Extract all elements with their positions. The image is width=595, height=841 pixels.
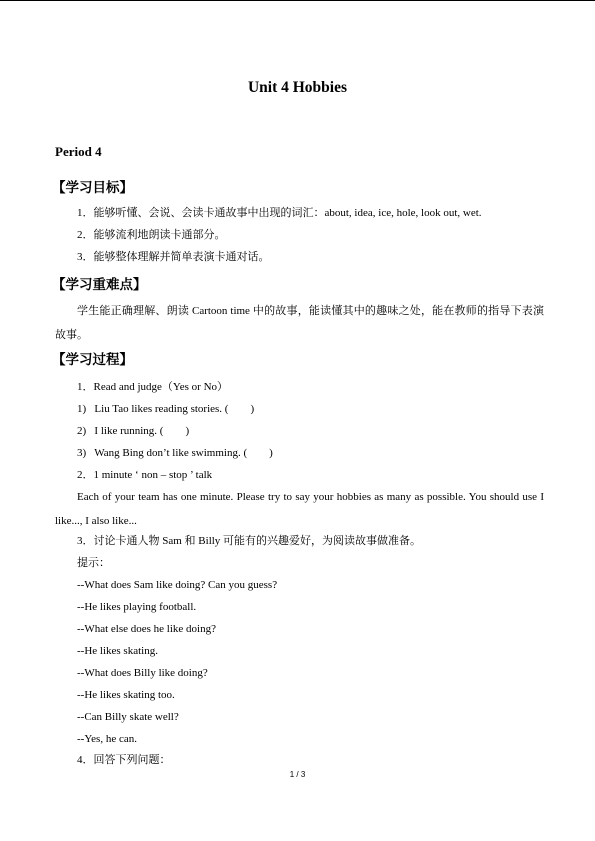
judge-close-paren: ): [185, 425, 190, 437]
dialogue-line: --What does Sam like doing? Can you guess?: [77, 579, 278, 591]
dialogue-line: --He likes playing football.: [77, 601, 197, 613]
dialogue-line: --Yes, he can.: [77, 733, 137, 745]
process-heading: 【学习过程】: [52, 352, 133, 368]
judge-text: Wang Bing don’t like swimming. (: [94, 447, 248, 459]
objectives-heading: 【学习目标】: [52, 180, 133, 196]
judge-number: 3): [77, 447, 87, 459]
key-points-heading: 【学习重难点】: [52, 277, 147, 293]
document-title: Unit 4 Hobbies: [247, 79, 348, 96]
judge-close-paren: ): [250, 403, 255, 415]
dialogue-line: --He likes skating.: [77, 645, 158, 657]
judge-number: 1): [77, 403, 87, 415]
page-top-rule: [0, 0, 595, 1]
step-4-title: 4．回答下列问题：: [77, 754, 171, 766]
step-3-title: 3．讨论卡通人物 Sam 和 Billy 可能有的兴趣爱好，为阅读故事做准备。: [77, 535, 422, 547]
step-2-text: Each of your team has one minute. Please try to say your hobbies as many as possible. You should use I like..., I also like...: [55, 491, 544, 527]
objective-item-3: 3．能够整体理解并简单表演卡通对话。: [77, 251, 270, 263]
judge-item-2: [77, 424, 189, 438]
dialogue-line: --Can Billy skate well?: [77, 711, 179, 723]
dialogue-line: --He likes skating too.: [77, 689, 175, 701]
key-points-text: 学生能正确理解、朗读 Cartoon time 中的故事，能读懂其中的趣味之处，能在教师的指导下表演故事。: [55, 305, 544, 341]
step-1-title: 1．Read and judge（Yes or No）: [77, 381, 229, 393]
period-label: Period 4: [55, 144, 102, 159]
objective-item-2: 2．能够流利地朗读卡通部分。: [77, 229, 226, 241]
judge-text: Liu Tao likes reading stories. (: [94, 403, 229, 415]
dialogue-line: --What else does he like doing?: [77, 623, 216, 635]
step-2-title: 2．1 minute ‘ non – stop ’ talk: [77, 469, 213, 481]
judge-close-paren: ): [269, 447, 273, 459]
judge-item-3: [77, 446, 273, 460]
judge-number: 2): [77, 425, 87, 437]
judge-item-1: [77, 402, 254, 416]
page-number: 1 / 3: [289, 770, 306, 779]
dialogue-line: --What does Billy like doing?: [77, 667, 208, 679]
judge-text: I like running. (: [94, 425, 164, 437]
hint-label: 提示：: [77, 557, 110, 569]
objective-item-1: 1．能够听懂、会说、会读卡通故事中出现的词汇：about, idea, ice, hole, look out, wet.: [77, 207, 482, 219]
